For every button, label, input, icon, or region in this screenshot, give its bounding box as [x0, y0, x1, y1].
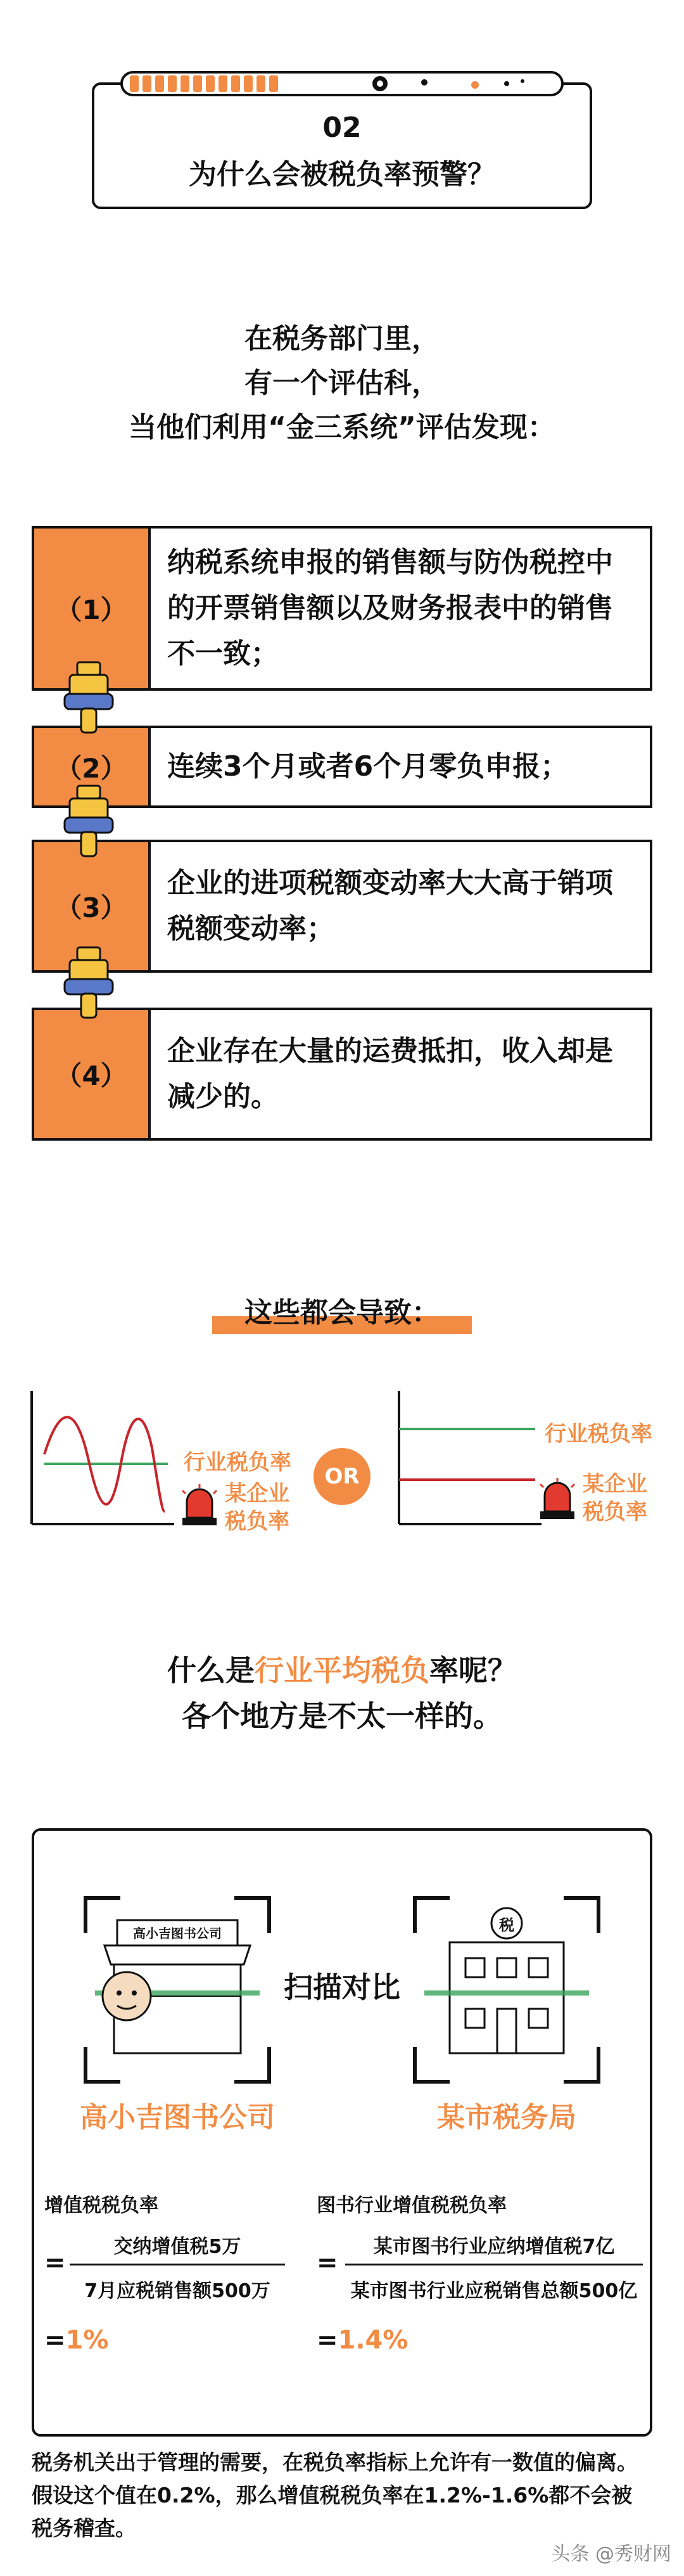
- tax-bureau-name: 某市税务局: [437, 2101, 576, 2134]
- or-badge: OR: [314, 1448, 370, 1505]
- decorative-stripes: [130, 75, 294, 92]
- binder-clip-icon: [63, 944, 114, 1020]
- binder-clip-icon: [63, 783, 114, 859]
- list-item-1: [32, 526, 652, 691]
- alarm-light-icon: [177, 1483, 222, 1527]
- right-fraction-line: [345, 2264, 643, 2265]
- decorative-dots: [355, 75, 545, 94]
- left-numerator: 交纳增值税5万: [113, 2236, 241, 2258]
- question-line-2: 各个地方是不太一样的。: [182, 1699, 502, 1733]
- consequence-heading: 这些都会导致：: [212, 1290, 472, 1334]
- highlight-term: 行业平均税负: [255, 1653, 429, 1688]
- item-text: 企业存在大量的运费抵扣，收入却是减少的。: [167, 1035, 613, 1113]
- scan-compare-label: 扫描对比: [284, 1970, 400, 2004]
- right-denominator: 某市图书行业应税销售总额500亿: [350, 2280, 638, 2302]
- item-text: 纳税系统申报的销售额与防伪税控中的开票销售额以及财务报表中的销售不一致；: [167, 546, 613, 670]
- intro-line-1: 在税务部门里，: [244, 323, 440, 355]
- item-number: （1）: [34, 529, 151, 688]
- footnote-text: 税务机关出于管理的需要，在税负率指标上允许有一数值的偏离。假设这个值在0.2%，那么增值税税负率在1.2%-1.6%都不会被税务稽查。: [32, 2450, 638, 2541]
- section-title-box: [92, 82, 592, 209]
- item-number: （2）: [34, 728, 151, 805]
- section-title: 为什么会被税负率预警？: [189, 158, 495, 191]
- section-number: 02: [322, 112, 362, 144]
- right-formula-label: 图书行业增值税税负率: [317, 2195, 507, 2217]
- list-item-2: [32, 726, 652, 808]
- list-item-3: [32, 840, 652, 973]
- chart-fluctuating: [25, 1391, 177, 1530]
- question-text: 什么是行业平均税负率呢？ 各个地方是不太一样的。: [0, 1648, 684, 1739]
- company-label-left: 某企业税负率: [225, 1481, 289, 1534]
- left-denominator: 7月应税销售额500万: [84, 2280, 270, 2302]
- alarm-light-icon: [535, 1477, 580, 1521]
- right-result: =1.4%: [317, 2326, 408, 2355]
- intro-line-2: 有一个评估科，: [244, 367, 440, 399]
- right-numerator: 某市图书行业应纳增值税7亿: [373, 2236, 615, 2258]
- tax-sign: 税: [499, 1916, 514, 1934]
- intro-line-3: 当他们利用“金三系统”评估发现：: [129, 411, 555, 444]
- company-label-right: 某企业税负率: [583, 1471, 647, 1525]
- industry-label-left: 行业税负率: [184, 1450, 291, 1475]
- chart-stable: [393, 1391, 545, 1530]
- list-item-4: [32, 1008, 652, 1141]
- item-number: （3）: [34, 842, 151, 970]
- item-number: （4）: [34, 1010, 151, 1138]
- left-result: =1%: [44, 2326, 109, 2355]
- watermark: 头条 @秀财网: [551, 2543, 671, 2565]
- binder-clip-icon: [63, 659, 114, 735]
- company-name: 高小吉图书公司: [80, 2101, 275, 2134]
- item-text: 连续3个月或者6个月零负申报；: [167, 750, 569, 783]
- left-equals: =: [44, 2248, 66, 2278]
- intro-text: [0, 317, 684, 450]
- left-formula-label: 增值税税负率: [44, 2195, 158, 2217]
- right-equals: =: [317, 2248, 338, 2278]
- shop-sign: 高小吉图书公司: [133, 1926, 222, 1941]
- industry-label-right: 行业税负率: [545, 1421, 652, 1447]
- left-fraction-line: [70, 2264, 285, 2265]
- item-text: 企业的进项税额变动率大大高于销项税额变动率；: [167, 867, 613, 945]
